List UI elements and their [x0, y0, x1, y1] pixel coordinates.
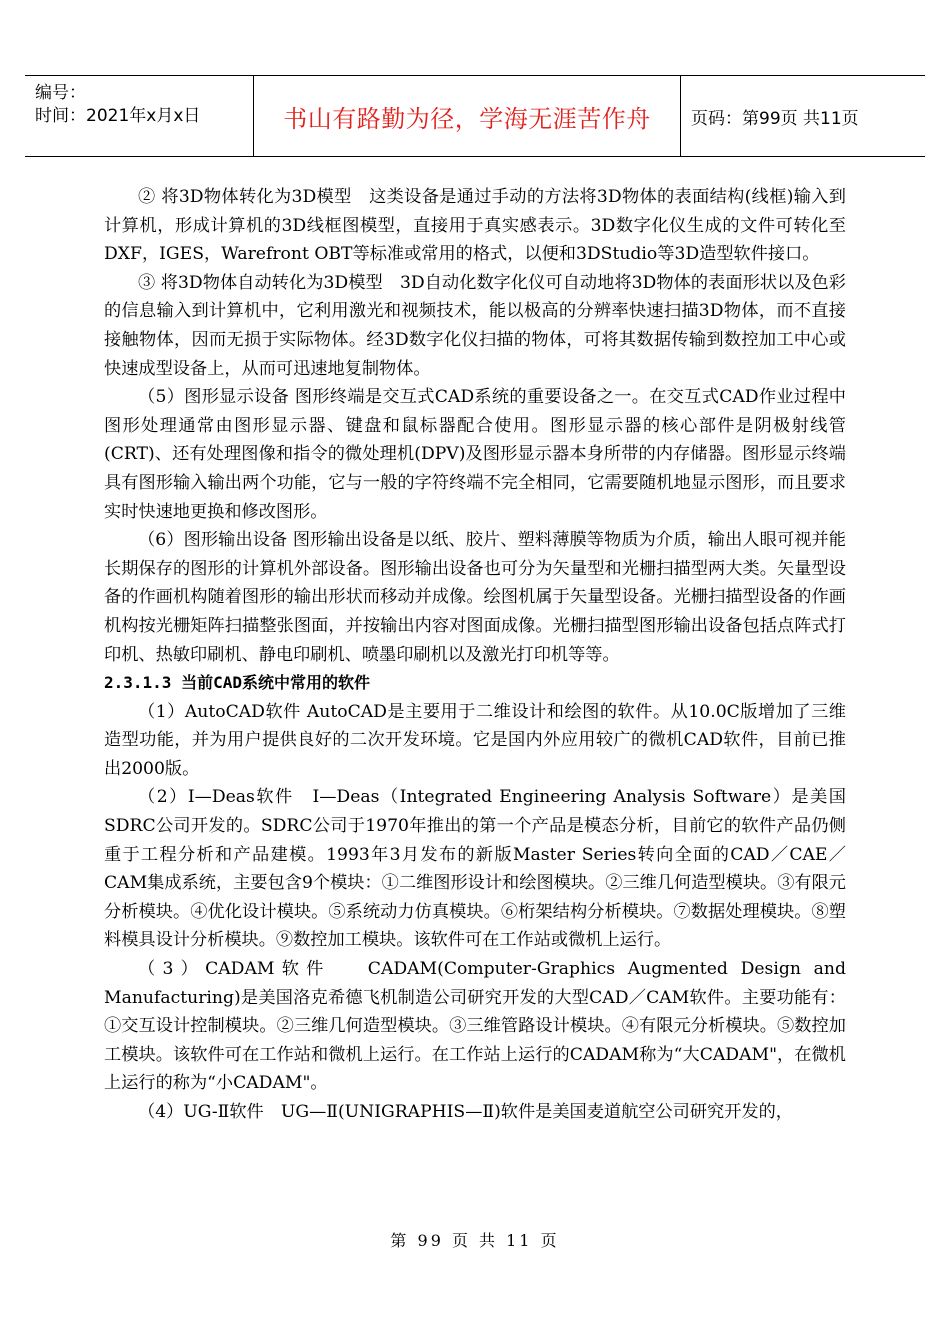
paragraph-3d-manual-model: ② 将3D物体转化为3D模型 这类设备是通过手动的方法将3D物体的表面结构(线框)输入到计算机，形成计算机的3D线框图模型，直接用于真实感表示。3D数字化仪生成的文件可转化至DXF，IGES，Warefront OBT等标准或常用的格式，以便和3DStudio等3D造型软件接口。 [104, 187, 846, 265]
header-motto-cell [254, 76, 681, 156]
paragraph-cadam: （3）CADAM软件 CADAM(Computer-Graphics Augmented Design and Manufacturing)是美国洛克希德飞机制造公司研究开发的大型CAD／CAM软件。主要功能有：①交互设计控制模块。②三维几何造型模块。③三维管路设计模块。④有限元分析模块。⑤数控加工模块。该软件可在工作站和微机上运行。在工作站上运行的CADAM称为“大CADAM"，在微机上运行的称为“小CADAM"。 [104, 959, 846, 1094]
document-time-label: 时间：2021年x月x日 [35, 106, 201, 126]
paragraph-ug: （4）UG-Ⅱ软件 UG—Ⅱ(UNIGRAPHIS—Ⅱ)软件是美国麦道航空公司研究开发的， [138, 1102, 793, 1122]
paragraph-autocad: （1）AutoCAD软件 AutoCAD是主要用于二维设计和绘图的软件。从10.0C版增加了三维造型功能，并为用户提供良好的二次开发环境。它是国内外应用较广的微机CAD软件，目前已推出2000版。 [104, 701, 846, 779]
section-heading-cad-software: 2.3.1.3 当前CAD系统中常用的软件 [104, 673, 370, 693]
page-footer: 第 99 页 共 11 页 [390, 1231, 560, 1250]
paragraph-graphic-display: （5）图形显示设备 图形终端是交互式CAD系统的重要设备之一。在交互式CAD作业过程中图形处理通常由图形显示器、键盘和鼠标器配合使用。图形显示器的核心部件是阴极射线管(CRT)、还有处理图像和指令的微处理机(DPV)及图形显示器本身所带的内存储器。图形显示终端具有图形输入输出两个功能，它与一般的字符终端不完全相同，它需要随机地显示图形，而且要求实时快速地更换和修改图形。 [104, 387, 846, 522]
paragraph-ideas: （2）I—Deas软件 I—Deas（Integrated Engineering Analysis Software）是美国SDRC公司开发的。SDRC公司于1970年推出的第一个产品是模态分析，目前它的软件产品仍侧重于工程分析和产品建模。1993年3月发布的新版Master Series转向全面的CAD／CAE／CAM集成系统，主要包含9个模块：①二维图形设计和绘图模块。②三维几何造型模块。③有限元分析模块。④优化设计模块。⑤系统动力仿真模块。⑥桁架结构分析模块。⑦数据处理模块。⑧塑料模具设计分析模块。⑨数控加工模块。该软件可在工作站或微机上运行。 [104, 787, 846, 951]
header-page-number: 页码：第99页 共11页 [691, 108, 859, 129]
paragraph-3d-auto-model: ③ 将3D物体自动转化为3D模型 3D自动化数字化仪可自动地将3D物体的表面形状以及色彩的信息输入到计算机中，它利用激光和视频技术，能以极高的分辨率快速扫描3D物体，而不直接接触物体，因而无损于实际物体。经3D数字化仪扫描的物体，可将其数据传输到数控加工中心或快速成型设备上，从而可迅速地复制物体。 [104, 272, 846, 379]
page-header [25, 75, 925, 157]
document-number-label: 编号： [35, 83, 86, 103]
document-body [104, 183, 846, 1127]
header-meta [25, 76, 254, 156]
paragraph-graphic-output: （6）图形输出设备 图形输出设备是以纸、胶片、塑料薄膜等物质为介质，输出人眼可视并能长期保存的图形的计算机外部设备。图形输出设备也可分为矢量型和光栅扫描型两大类。矢量型设备的作画机构随着图形的输出形状而移动并成像。绘图机属于矢量型设备。光栅扫描型设备的作画机构按光栅矩阵扫描整张图面，并按输出内容对图面成像。光栅扫描型图形输出设备包括点阵式打印机、热敏印刷机、静电印刷机、喷墨印刷机以及激光打印机等等。 [104, 530, 846, 665]
header-motto: 书山有路勤为径，学海无涯苦作舟 [283, 104, 651, 133]
